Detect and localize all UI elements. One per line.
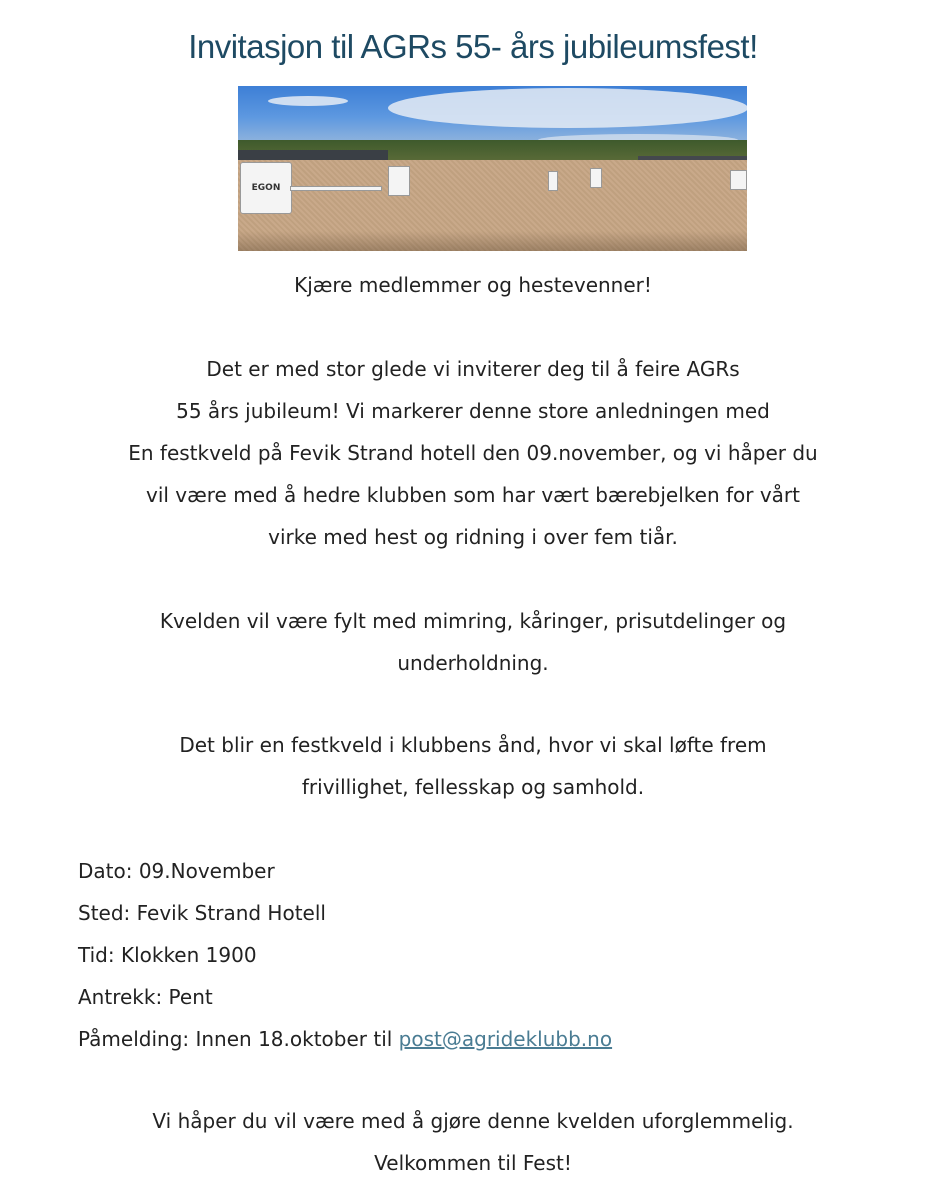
ground-shadow [238,231,747,251]
detail-place: Sted: Fevik Strand Hotell [78,901,326,925]
jump-rail [290,186,382,191]
paragraph-line: virke med hest og ridning i over fem tiår. [268,525,678,549]
detail-time: Tid: Klokken 1900 [78,943,257,967]
paragraph-line: 55 års jubileum! Vi markerer denne store anledningen med [176,399,770,423]
closing-line: Velkommen til Fest! [374,1151,572,1175]
detail-registration [78,1018,612,1060]
jump-standard [730,170,747,190]
page-title: Invitasjon til AGRs 55- års jubileumsfest! [188,28,758,65]
paragraph-line: Det er med stor glede vi inviterer deg til å feire AGRs [206,357,740,381]
paragraph-line: vil være med å hedre klubben som har vært bærebjelken for vårt [145,483,800,507]
jump-standard [548,171,558,191]
sponsor-sign: EGON [240,162,292,214]
jump-standard [590,168,602,188]
paragraph-line: Det blir en festkveld i klubbens ånd, hvor vi skal løfte frem [179,733,767,757]
closing-line: Vi håper du vil være med å gjøre denne kvelden uforglemmelig. [152,1109,794,1133]
riding-arena-photo [238,86,747,251]
paragraph-line: Kvelden vil være fylt med mimring, kåringer, prisutdelinger og [159,609,787,633]
detail-date: Dato: 09.November [78,859,275,883]
jump-standard [388,166,410,196]
registration-text: Påmelding: Innen 18.oktober til [78,1027,399,1051]
greeting: Kjære medlemmer og hestevenner! [294,273,652,297]
paragraph-line: En festkveld på Fevik Strand hotell den 09.november, og vi håper du [128,441,818,465]
cloud [268,96,348,106]
cloud [388,88,747,128]
paragraph-line: underholdning. [397,651,549,675]
email-link[interactable]: post@agrideklubb.no [398,1027,613,1051]
detail-dresscode: Antrekk: Pent [78,985,213,1009]
paragraph-line: frivillighet, fellesskap og samhold. [301,775,645,799]
